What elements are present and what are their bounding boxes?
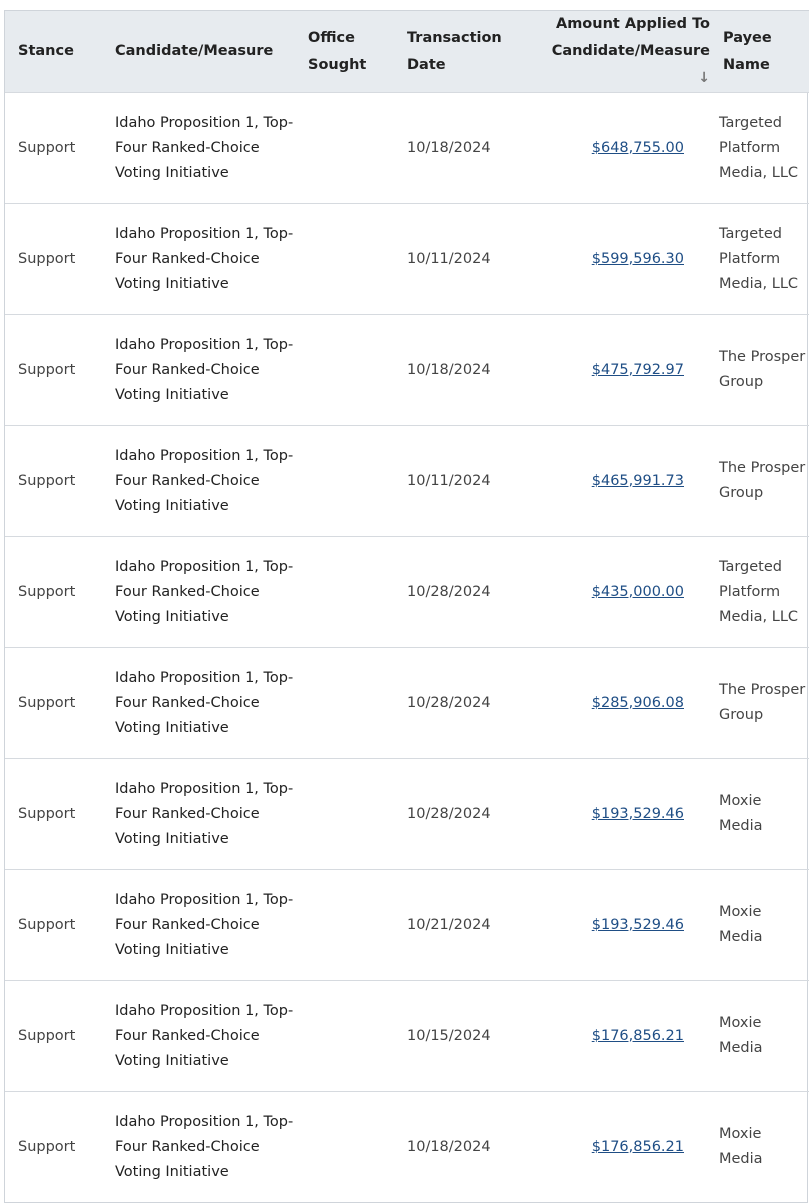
cell-candidate-measure: Idaho Proposition 1, Top-Four Ranked-Choice Voting Initiative (102, 870, 295, 981)
cell-transaction-date: 10/18/2024 (394, 93, 520, 204)
table-row (5, 537, 809, 648)
cell-amount (520, 426, 710, 537)
cell-candidate-measure: Idaho Proposition 1, Top-Four Ranked-Choice Voting Initiative (102, 537, 295, 648)
cell-payee-name: Moxie Media (710, 870, 809, 981)
cell-amount (520, 870, 710, 981)
cell-transaction-date: 10/11/2024 (394, 426, 520, 537)
cell-payee-name: Moxie Media (710, 759, 809, 870)
header-payee-name[interactable]: Payee Name (723, 29, 772, 73)
cell-office-sought (295, 93, 394, 204)
cell-amount (520, 537, 710, 648)
table-header-row (5, 11, 809, 93)
header-amount[interactable] (520, 11, 710, 93)
amount-link[interactable]: $285,906.08 (591, 694, 684, 711)
cell-office-sought (295, 870, 394, 981)
cell-office-sought (295, 426, 394, 537)
cell-office-sought (295, 315, 394, 426)
cell-transaction-date: 10/15/2024 (394, 981, 520, 1092)
table-row (5, 759, 809, 870)
cell-amount (520, 204, 710, 315)
cell-stance: Support (5, 870, 102, 981)
cell-transaction-date: 10/18/2024 (394, 315, 520, 426)
amount-link[interactable]: $475,792.97 (591, 361, 684, 378)
cell-office-sought (295, 1092, 394, 1203)
cell-candidate-measure: Idaho Proposition 1, Top-Four Ranked-Choice Voting Initiative (102, 93, 295, 204)
cell-office-sought (295, 648, 394, 759)
amount-link[interactable]: $176,856.21 (591, 1138, 684, 1155)
header-transaction-date[interactable]: Transaction Date (407, 29, 502, 73)
expenditures-table (5, 10, 809, 1202)
cell-stance: Support (5, 204, 102, 315)
cell-candidate-measure: Idaho Proposition 1, Top-Four Ranked-Choice Voting Initiative (102, 426, 295, 537)
cell-stance: Support (5, 759, 102, 870)
table-row (5, 981, 809, 1092)
cell-candidate-measure: Idaho Proposition 1, Top-Four Ranked-Choice Voting Initiative (102, 1092, 295, 1203)
cell-amount (520, 1092, 710, 1203)
cell-payee-name: Targeted Platform Media, LLC (710, 204, 809, 315)
cell-stance: Support (5, 981, 102, 1092)
cell-candidate-measure: Idaho Proposition 1, Top-Four Ranked-Choice Voting Initiative (102, 648, 295, 759)
cell-stance: Support (5, 315, 102, 426)
cell-stance: Support (5, 426, 102, 537)
table-row (5, 648, 809, 759)
header-office-sought[interactable]: Office Sought (308, 29, 367, 73)
expenditures-table-container (4, 10, 808, 1203)
amount-link[interactable]: $465,991.73 (591, 472, 684, 489)
cell-office-sought (295, 981, 394, 1092)
cell-amount (520, 981, 710, 1092)
cell-amount (520, 93, 710, 204)
cell-transaction-date: 10/21/2024 (394, 870, 520, 981)
cell-office-sought (295, 537, 394, 648)
cell-amount (520, 648, 710, 759)
cell-payee-name: The Prosper Group (710, 648, 809, 759)
cell-office-sought (295, 759, 394, 870)
table-row (5, 315, 809, 426)
table-row (5, 1092, 809, 1203)
amount-link[interactable]: $435,000.00 (591, 583, 684, 600)
cell-payee-name: Targeted Platform Media, LLC (710, 537, 809, 648)
cell-amount (520, 315, 710, 426)
amount-link[interactable]: $648,755.00 (591, 139, 684, 156)
cell-payee-name: Moxie Media (710, 1092, 809, 1203)
cell-candidate-measure: Idaho Proposition 1, Top-Four Ranked-Choice Voting Initiative (102, 759, 295, 870)
table-row (5, 426, 809, 537)
arrow-down-icon[interactable]: ↓ (698, 70, 710, 86)
cell-candidate-measure: Idaho Proposition 1, Top-Four Ranked-Choice Voting Initiative (102, 981, 295, 1092)
amount-link[interactable]: $193,529.46 (591, 916, 684, 933)
cell-amount (520, 759, 710, 870)
amount-link[interactable]: $176,856.21 (591, 1027, 684, 1044)
cell-transaction-date: 10/11/2024 (394, 204, 520, 315)
cell-stance: Support (5, 648, 102, 759)
cell-office-sought (295, 204, 394, 315)
cell-transaction-date: 10/18/2024 (394, 1092, 520, 1203)
cell-stance: Support (5, 1092, 102, 1203)
cell-payee-name: The Prosper Group (710, 426, 809, 537)
table-row (5, 204, 809, 315)
cell-stance: Support (5, 537, 102, 648)
amount-link[interactable]: $599,596.30 (591, 250, 684, 267)
header-stance[interactable]: Stance (18, 43, 74, 59)
table-row (5, 93, 809, 204)
cell-transaction-date: 10/28/2024 (394, 759, 520, 870)
table-row (5, 870, 809, 981)
cell-stance: Support (5, 93, 102, 204)
cell-payee-name: Moxie Media (710, 981, 809, 1092)
amount-link[interactable]: $193,529.46 (591, 805, 684, 822)
cell-payee-name: Targeted Platform Media, LLC (710, 93, 809, 204)
cell-payee-name: The Prosper Group (710, 315, 809, 426)
cell-transaction-date: 10/28/2024 (394, 537, 520, 648)
cell-transaction-date: 10/28/2024 (394, 648, 520, 759)
cell-candidate-measure: Idaho Proposition 1, Top-Four Ranked-Choice Voting Initiative (102, 204, 295, 315)
header-candidate-measure[interactable]: Candidate/Measure (115, 43, 274, 59)
cell-candidate-measure: Idaho Proposition 1, Top-Four Ranked-Choice Voting Initiative (102, 315, 295, 426)
header-amount-label: Amount Applied To Candidate/Measure (551, 16, 710, 59)
